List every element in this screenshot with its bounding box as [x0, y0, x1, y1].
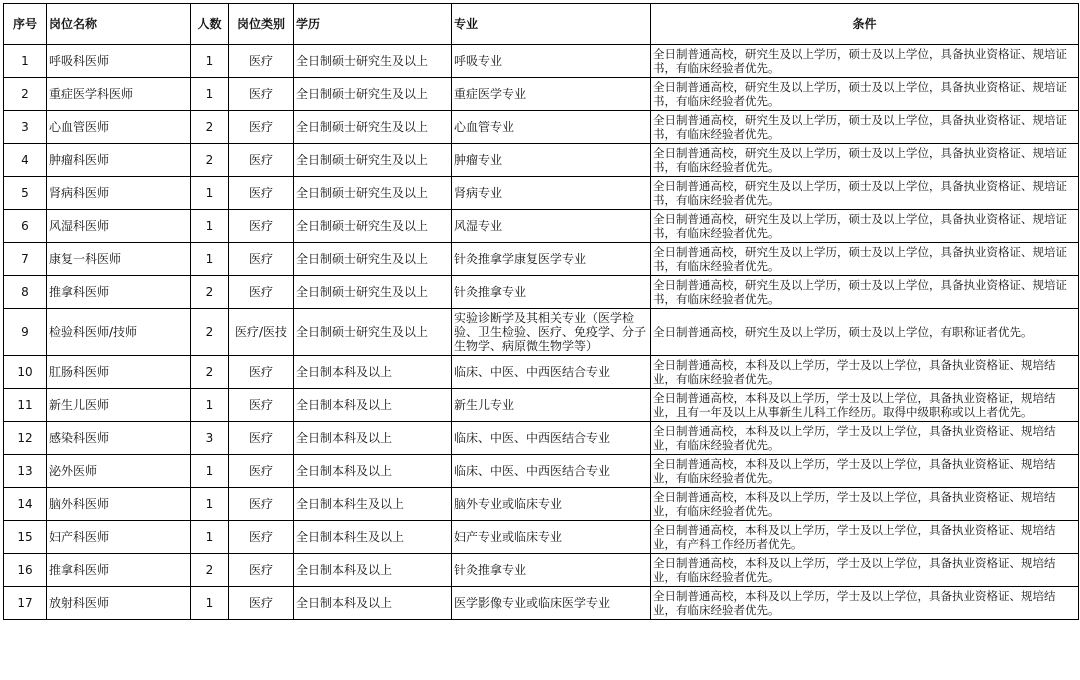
cell-seq: 16: [4, 554, 47, 587]
cell-position-name: 脑外科医师: [47, 488, 191, 521]
cell-seq: 3: [4, 111, 47, 144]
table-row: [4, 389, 1079, 422]
table-row: [4, 422, 1079, 455]
cell-count: 2: [191, 309, 229, 356]
cell-education: 全日制硕士研究生及以上: [294, 276, 452, 309]
cell-count: 1: [191, 521, 229, 554]
table-row: [4, 243, 1079, 276]
table-row: [4, 309, 1079, 356]
cell-seq: 5: [4, 177, 47, 210]
cell-major: 临床、中医、中西医结合专业: [452, 356, 651, 389]
cell-position-type: 医疗: [229, 389, 294, 422]
header-row: [4, 4, 1079, 45]
cell-education: 全日制硕士研究生及以上: [294, 177, 452, 210]
cell-seq: 10: [4, 356, 47, 389]
cell-seq: 17: [4, 587, 47, 620]
cell-major: 医学影像专业或临床医学专业: [452, 587, 651, 620]
cell-count: 1: [191, 210, 229, 243]
header-conditions: 条件: [651, 4, 1079, 45]
cell-conditions: 全日制普通高校，研究生及以上学历，硕士及以上学位，具备执业资格证、规培证书，有临床经验者优先。: [651, 45, 1079, 78]
cell-count: 2: [191, 144, 229, 177]
cell-position-name: 肿瘤科医师: [47, 144, 191, 177]
header-seq: 序号: [4, 4, 47, 45]
cell-major: 肾病专业: [452, 177, 651, 210]
cell-education: 全日制本科及以上: [294, 389, 452, 422]
table-row: [4, 177, 1079, 210]
cell-position-type: 医疗: [229, 144, 294, 177]
cell-conditions: 全日制普通高校，研究生及以上学历，硕士及以上学位，具备执业资格证、规培证书，有临床经验者优先。: [651, 276, 1079, 309]
header-major: 专业: [452, 4, 651, 45]
cell-major: 临床、中医、中西医结合专业: [452, 422, 651, 455]
cell-education: 全日制本科及以上: [294, 455, 452, 488]
cell-seq: 6: [4, 210, 47, 243]
cell-position-name: 检验科医师/技师: [47, 309, 191, 356]
cell-major: 风湿专业: [452, 210, 651, 243]
cell-position-name: 感染科医师: [47, 422, 191, 455]
cell-education: 全日制本科及以上: [294, 422, 452, 455]
cell-seq: 8: [4, 276, 47, 309]
cell-conditions: 全日制普通高校，研究生及以上学历，硕士及以上学位，具备执业资格证、规培证书，有临床经验者优先。: [651, 177, 1079, 210]
table-row: [4, 455, 1079, 488]
cell-major: 重症医学专业: [452, 78, 651, 111]
header-education: 学历: [294, 4, 452, 45]
cell-count: 3: [191, 422, 229, 455]
cell-conditions: 全日制普通高校，本科及以上学历，学士及以上学位，具备执业资格证、规培结业，有临床经验者优先。: [651, 587, 1079, 620]
cell-education: 全日制硕士研究生及以上: [294, 45, 452, 78]
cell-position-name: 肛肠科医师: [47, 356, 191, 389]
cell-position-type: 医疗: [229, 455, 294, 488]
cell-conditions: 全日制普通高校，研究生及以上学历，硕士及以上学位，具备执业资格证、规培证书，有临床经验者优先。: [651, 111, 1079, 144]
cell-position-type: 医疗: [229, 554, 294, 587]
cell-count: 2: [191, 111, 229, 144]
cell-major: 针灸推拿专业: [452, 554, 651, 587]
header-count: 人数: [191, 4, 229, 45]
cell-position-type: 医疗: [229, 78, 294, 111]
cell-position-name: 推拿科医师: [47, 554, 191, 587]
cell-major: 心血管专业: [452, 111, 651, 144]
cell-position-name: 心血管医师: [47, 111, 191, 144]
cell-major: 脑外专业或临床专业: [452, 488, 651, 521]
cell-position-name: 重症医学科医师: [47, 78, 191, 111]
table-row: [4, 45, 1079, 78]
cell-conditions: 全日制普通高校，研究生及以上学历，硕士及以上学位，有职称证者优先。: [651, 309, 1079, 356]
cell-position-type: 医疗: [229, 111, 294, 144]
cell-major: 妇产专业或临床专业: [452, 521, 651, 554]
cell-seq: 2: [4, 78, 47, 111]
cell-conditions: 全日制普通高校，本科及以上学历，学士及以上学位，具备执业资格证、规培结业，有临床经验者优先。: [651, 422, 1079, 455]
cell-education: 全日制本科及以上: [294, 587, 452, 620]
cell-seq: 11: [4, 389, 47, 422]
cell-education: 全日制本科及以上: [294, 554, 452, 587]
cell-count: 1: [191, 389, 229, 422]
cell-major: 针灸推拿专业: [452, 276, 651, 309]
cell-seq: 1: [4, 45, 47, 78]
table-row: [4, 111, 1079, 144]
table-row: [4, 488, 1079, 521]
cell-position-name: 康复一科医师: [47, 243, 191, 276]
cell-count: 1: [191, 78, 229, 111]
cell-position-type: 医疗: [229, 587, 294, 620]
cell-seq: 4: [4, 144, 47, 177]
cell-count: 1: [191, 243, 229, 276]
cell-education: 全日制本科及以上: [294, 356, 452, 389]
cell-seq: 13: [4, 455, 47, 488]
header-position-name: 岗位名称: [47, 4, 191, 45]
cell-education: 全日制硕士研究生及以上: [294, 144, 452, 177]
cell-seq: 15: [4, 521, 47, 554]
cell-education: 全日制硕士研究生及以上: [294, 309, 452, 356]
cell-position-type: 医疗: [229, 488, 294, 521]
table-row: [4, 554, 1079, 587]
cell-position-name: 泌外医师: [47, 455, 191, 488]
cell-position-type: 医疗: [229, 422, 294, 455]
cell-count: 1: [191, 177, 229, 210]
cell-count: 1: [191, 45, 229, 78]
cell-major: 针灸推拿学康复医学专业: [452, 243, 651, 276]
table-row: [4, 276, 1079, 309]
cell-major: 实验诊断学及其相关专业（医学检验、卫生检验、医疗、免疫学、分子生物学、病原微生物学等）: [452, 309, 651, 356]
cell-conditions: 全日制普通高校，本科及以上学历，学士及以上学位，具备执业资格证、规培结业，有产科工作经历者优先。: [651, 521, 1079, 554]
cell-count: 2: [191, 554, 229, 587]
cell-education: 全日制本科生及以上: [294, 488, 452, 521]
cell-seq: 12: [4, 422, 47, 455]
cell-position-type: 医疗: [229, 210, 294, 243]
cell-seq: 7: [4, 243, 47, 276]
table-body: [4, 45, 1079, 620]
table-row: [4, 521, 1079, 554]
table-row: [4, 587, 1079, 620]
cell-count: 1: [191, 587, 229, 620]
cell-position-name: 新生儿医师: [47, 389, 191, 422]
header-position-type: 岗位类别: [229, 4, 294, 45]
cell-position-name: 放射科医师: [47, 587, 191, 620]
cell-position-name: 呼吸科医师: [47, 45, 191, 78]
cell-position-type: 医疗: [229, 243, 294, 276]
cell-position-name: 风湿科医师: [47, 210, 191, 243]
cell-position-name: 妇产科医师: [47, 521, 191, 554]
cell-conditions: 全日制普通高校，本科及以上学历，学士及以上学位，具备执业资格证，规培结业，且有一年及以上从事新生儿科工作经历。取得中级职称或以上者优先。: [651, 389, 1079, 422]
table-row: [4, 144, 1079, 177]
table-row: [4, 210, 1079, 243]
cell-conditions: 全日制普通高校，研究生及以上学历，硕士及以上学位，具备执业资格证、规培证书，有临床经验者优先。: [651, 210, 1079, 243]
cell-position-type: 医疗: [229, 276, 294, 309]
table-row: [4, 356, 1079, 389]
cell-major: 临床、中医、中西医结合专业: [452, 455, 651, 488]
cell-conditions: 全日制普通高校，研究生及以上学历，硕士及以上学位，具备执业资格证、规培证书，有临床经验者优先。: [651, 243, 1079, 276]
cell-major: 肿瘤专业: [452, 144, 651, 177]
cell-education: 全日制硕士研究生及以上: [294, 210, 452, 243]
recruitment-table: [3, 3, 1079, 620]
table-row: [4, 78, 1079, 111]
cell-major: 呼吸专业: [452, 45, 651, 78]
cell-education: 全日制硕士研究生及以上: [294, 78, 452, 111]
cell-position-type: 医疗: [229, 177, 294, 210]
cell-position-type: 医疗: [229, 45, 294, 78]
cell-education: 全日制硕士研究生及以上: [294, 111, 452, 144]
cell-education: 全日制硕士研究生及以上: [294, 243, 452, 276]
cell-conditions: 全日制普通高校，研究生及以上学历，硕士及以上学位，具备执业资格证、规培证书，有临床经验者优先。: [651, 78, 1079, 111]
cell-education: 全日制本科生及以上: [294, 521, 452, 554]
cell-position-type: 医疗: [229, 356, 294, 389]
cell-position-name: 推拿科医师: [47, 276, 191, 309]
cell-count: 1: [191, 455, 229, 488]
cell-major: 新生儿专业: [452, 389, 651, 422]
cell-count: 2: [191, 356, 229, 389]
cell-conditions: 全日制普通高校，研究生及以上学历，硕士及以上学位，具备执业资格证、规培证书，有临床经验者优先。: [651, 144, 1079, 177]
cell-conditions: 全日制普通高校，本科及以上学历，学士及以上学位，具备执业资格证、规培结业，有临床经验者优先。: [651, 488, 1079, 521]
cell-conditions: 全日制普通高校，本科及以上学历，学士及以上学位，具备执业资格证、规培结业，有临床经验者优先。: [651, 356, 1079, 389]
cell-count: 2: [191, 276, 229, 309]
cell-position-name: 肾病科医师: [47, 177, 191, 210]
cell-seq: 14: [4, 488, 47, 521]
cell-position-type: 医疗: [229, 521, 294, 554]
cell-seq: 9: [4, 309, 47, 356]
cell-conditions: 全日制普通高校，本科及以上学历，学士及以上学位，具备执业资格证、规培结业，有临床经验者优先。: [651, 554, 1079, 587]
cell-conditions: 全日制普通高校，本科及以上学历，学士及以上学位，具备执业资格证、规培结业，有临床经验者优先。: [651, 455, 1079, 488]
cell-position-type: 医疗/医技: [229, 309, 294, 356]
cell-count: 1: [191, 488, 229, 521]
